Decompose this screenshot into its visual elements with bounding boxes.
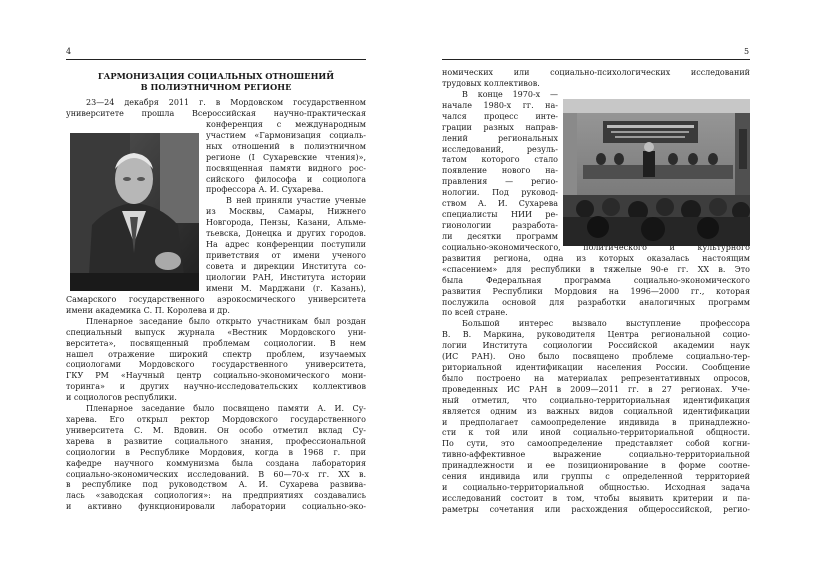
text-line: появление нового на- [442,166,558,176]
text-line: тивно-аффективное выражение социально-территориальной [442,450,750,460]
text-line: университете прошла Всероссийская научно-практическая [66,108,366,118]
text-line: по всей стране. [442,308,508,318]
text-line: развития Республики Мордовия на 1996—2000 гг., которая [442,286,750,296]
text-line: татом которого стало [442,155,558,165]
article-title [66,71,366,92]
header-rule-right [442,59,750,60]
portrait-image [70,133,199,291]
text-line: и социологов республики. [66,393,177,403]
text-line: приветствия от имени ученого [206,250,366,260]
text-line: циологии РАН, Института истории [206,272,366,282]
text-line: ством А. И. Сухарева [442,199,558,209]
text-line: посвященная памяти видного рос- [206,163,366,173]
text-line: ли десятки программ [442,231,558,241]
text-line: сийского философа и социолога [206,174,366,184]
text-line: развития региона, одна из которых оказалась настоящим [442,253,750,263]
header-rule-left [66,59,366,60]
conference-photo [563,99,750,246]
page-number-left: 4 [66,47,72,56]
text-line: из Москвы, Самары, Нижнего [206,207,366,217]
text-line: правления — регио- [442,177,558,187]
text-line: социально-экономических исследований. В 60—70-х гг. XX в. [66,469,366,479]
text-line: социально-экономического, политического и культурного [442,243,750,252]
text-line: нологии. Под руковод- [442,188,558,198]
text-line: раметры сочетания или расхождения общероссийской, регио- [442,504,750,514]
text-line: В ней приняли участие ученые [226,196,366,206]
text-line: проведенных ИС РАН в 2009—2011 гг. в 27 регионах. Уче- [442,384,750,394]
text-line: чался процесс инте- [442,111,558,121]
text-line: специалисты НИИ ре- [442,209,558,219]
text-line: торинга» и других научно-исследовательских коллективов [66,382,366,392]
text-line: ГКУ РМ «Научный центр социально-экономического мони- [66,371,366,381]
text-line: харева в развитие социального знания, профессиональной [66,436,366,446]
text-line: участием «Гармонизация социаль- [206,130,366,140]
text-line: По сути, это самоопределение представляет собой когни- [442,439,750,449]
text-line: принадлежности и ее позиционирование в форме соотне- [442,461,750,471]
text-line: имени М. Марджани (г. Казань), [206,283,366,293]
text-line: совета и дирекции Института со- [206,261,366,271]
text-line: риториальной идентификации населения России. Сообщение [442,362,750,372]
text-line: харева. Его открыл ректор Мордовского государственного [66,414,366,424]
text-line: было построено на материалах репрезентативных опросов, [442,373,750,383]
text-line: тьевска, Донецка и других городов. [206,229,366,239]
text-line: верситета», посвященный проблемам социологии. В нем [66,338,366,348]
right-page [410,0,820,580]
text-line: сти к той или иной социально-территориальной общности. [442,428,750,438]
title-line-1: ГАРМОНИЗАЦИЯ СОЦИАЛЬНЫХ ОТНОШЕНИЙ [97,71,335,81]
text-line: университета С. М. Вдовин. Он особо отметил вклад Су- [66,425,366,435]
portrait-photo [70,133,199,291]
text-line: регионе (I Сухаревские чтения)», [206,152,366,162]
text-line: и предполагает самоопределение индивида в принадлежно- [442,417,750,427]
text-line: гионологии разработа- [442,220,558,230]
top-text-right [442,68,750,90]
text-line: грации разных направ- [442,122,558,132]
beside-photo-text-right [442,90,558,243]
page-number-right: 5 [744,47,750,56]
text-line: исследований, резуль- [442,144,558,154]
text-line: В конце 1970-х — [462,90,558,99]
text-line: конференция с международным [206,120,366,129]
text-line: исследований состоит в том, чтобы выявить критерии и па- [442,493,750,503]
title-line-2: В ПОЛИЭТНИЧНОМ РЕГИОНЕ [140,81,292,92]
text-line: ный отметил, что социально-территориальная идентификация [442,395,750,405]
text-line: «спасением» для республики в тяжелые 90-е гг. XX в. Это [442,264,750,274]
text-line: 23—24 декабря 2011 г. в Мордовском государственном [86,98,366,107]
text-line: профессора А. И. Сухарева. [206,185,324,195]
text-line: Самарского государственного аэрокосмического университета [66,295,366,304]
text-line: логии Института социологии Российской академии наук [442,341,750,351]
body-text-left [66,295,366,513]
conference-image [563,99,750,246]
intro-text [66,98,366,120]
text-line: лась «заводская социология»: на предприятиях создавались [66,491,366,501]
beside-photo-text-left [206,120,366,295]
text-line: На адрес конференции поступили [206,239,366,249]
text-line: трудовых коллективов. [442,78,540,88]
text-line: является одним из важных видов социальной идентификации [442,406,750,416]
text-line: Большой интерес вызвало выступление профессора [462,319,750,329]
text-line: нашел отражение широкий спектр проблем, изучаемых [66,349,366,359]
text-line: послужила основой для разработки аналогичных программ [442,297,750,307]
text-line: В. В. Маркина, руководителя Центра региональной социо- [442,330,750,340]
text-line: лений региональных [442,133,558,143]
text-line: Пленарное заседание было посвящено памяти А. И. Су- [86,404,366,414]
text-line: специальный выпуск журнала «Вестник Мордовского уни- [66,327,366,337]
text-line: номических или социально-психологических исследований [442,68,750,77]
text-line: начале 1980-х гг. на- [442,100,558,110]
text-line: социологии в Республике Мордовия, когда в 1968 г. при [66,447,366,457]
text-line: ных отношений в полиэтничном [206,141,366,151]
text-line: (ИС РАН). Оно было посвящено проблеме социально-тер- [442,352,750,362]
body-text-right [442,243,750,516]
text-line: и активно функционировали лаборатории социально-эко- [66,502,366,512]
text-line: Новгорода, Пензы, Казани, Альме- [206,218,366,228]
text-line: была Федеральная программа социально-экономического [442,275,750,285]
text-line: кафедре научного коммунизма была создана лаборатория [66,458,366,468]
text-line: сения индивида или группы с определенной территорией [442,472,750,482]
text-line: в республике под руководством А. И. Сухарева развива- [66,480,366,490]
text-line: Пленарное заседание было открыто участникам был роздан [86,316,366,326]
text-line: имени академика С. П. Королева и др. [66,305,230,315]
text-line: и социально-территориальной общностью. Исходная задача [442,482,750,492]
text-line: социологами Мордовского государственного университета, [66,360,366,370]
